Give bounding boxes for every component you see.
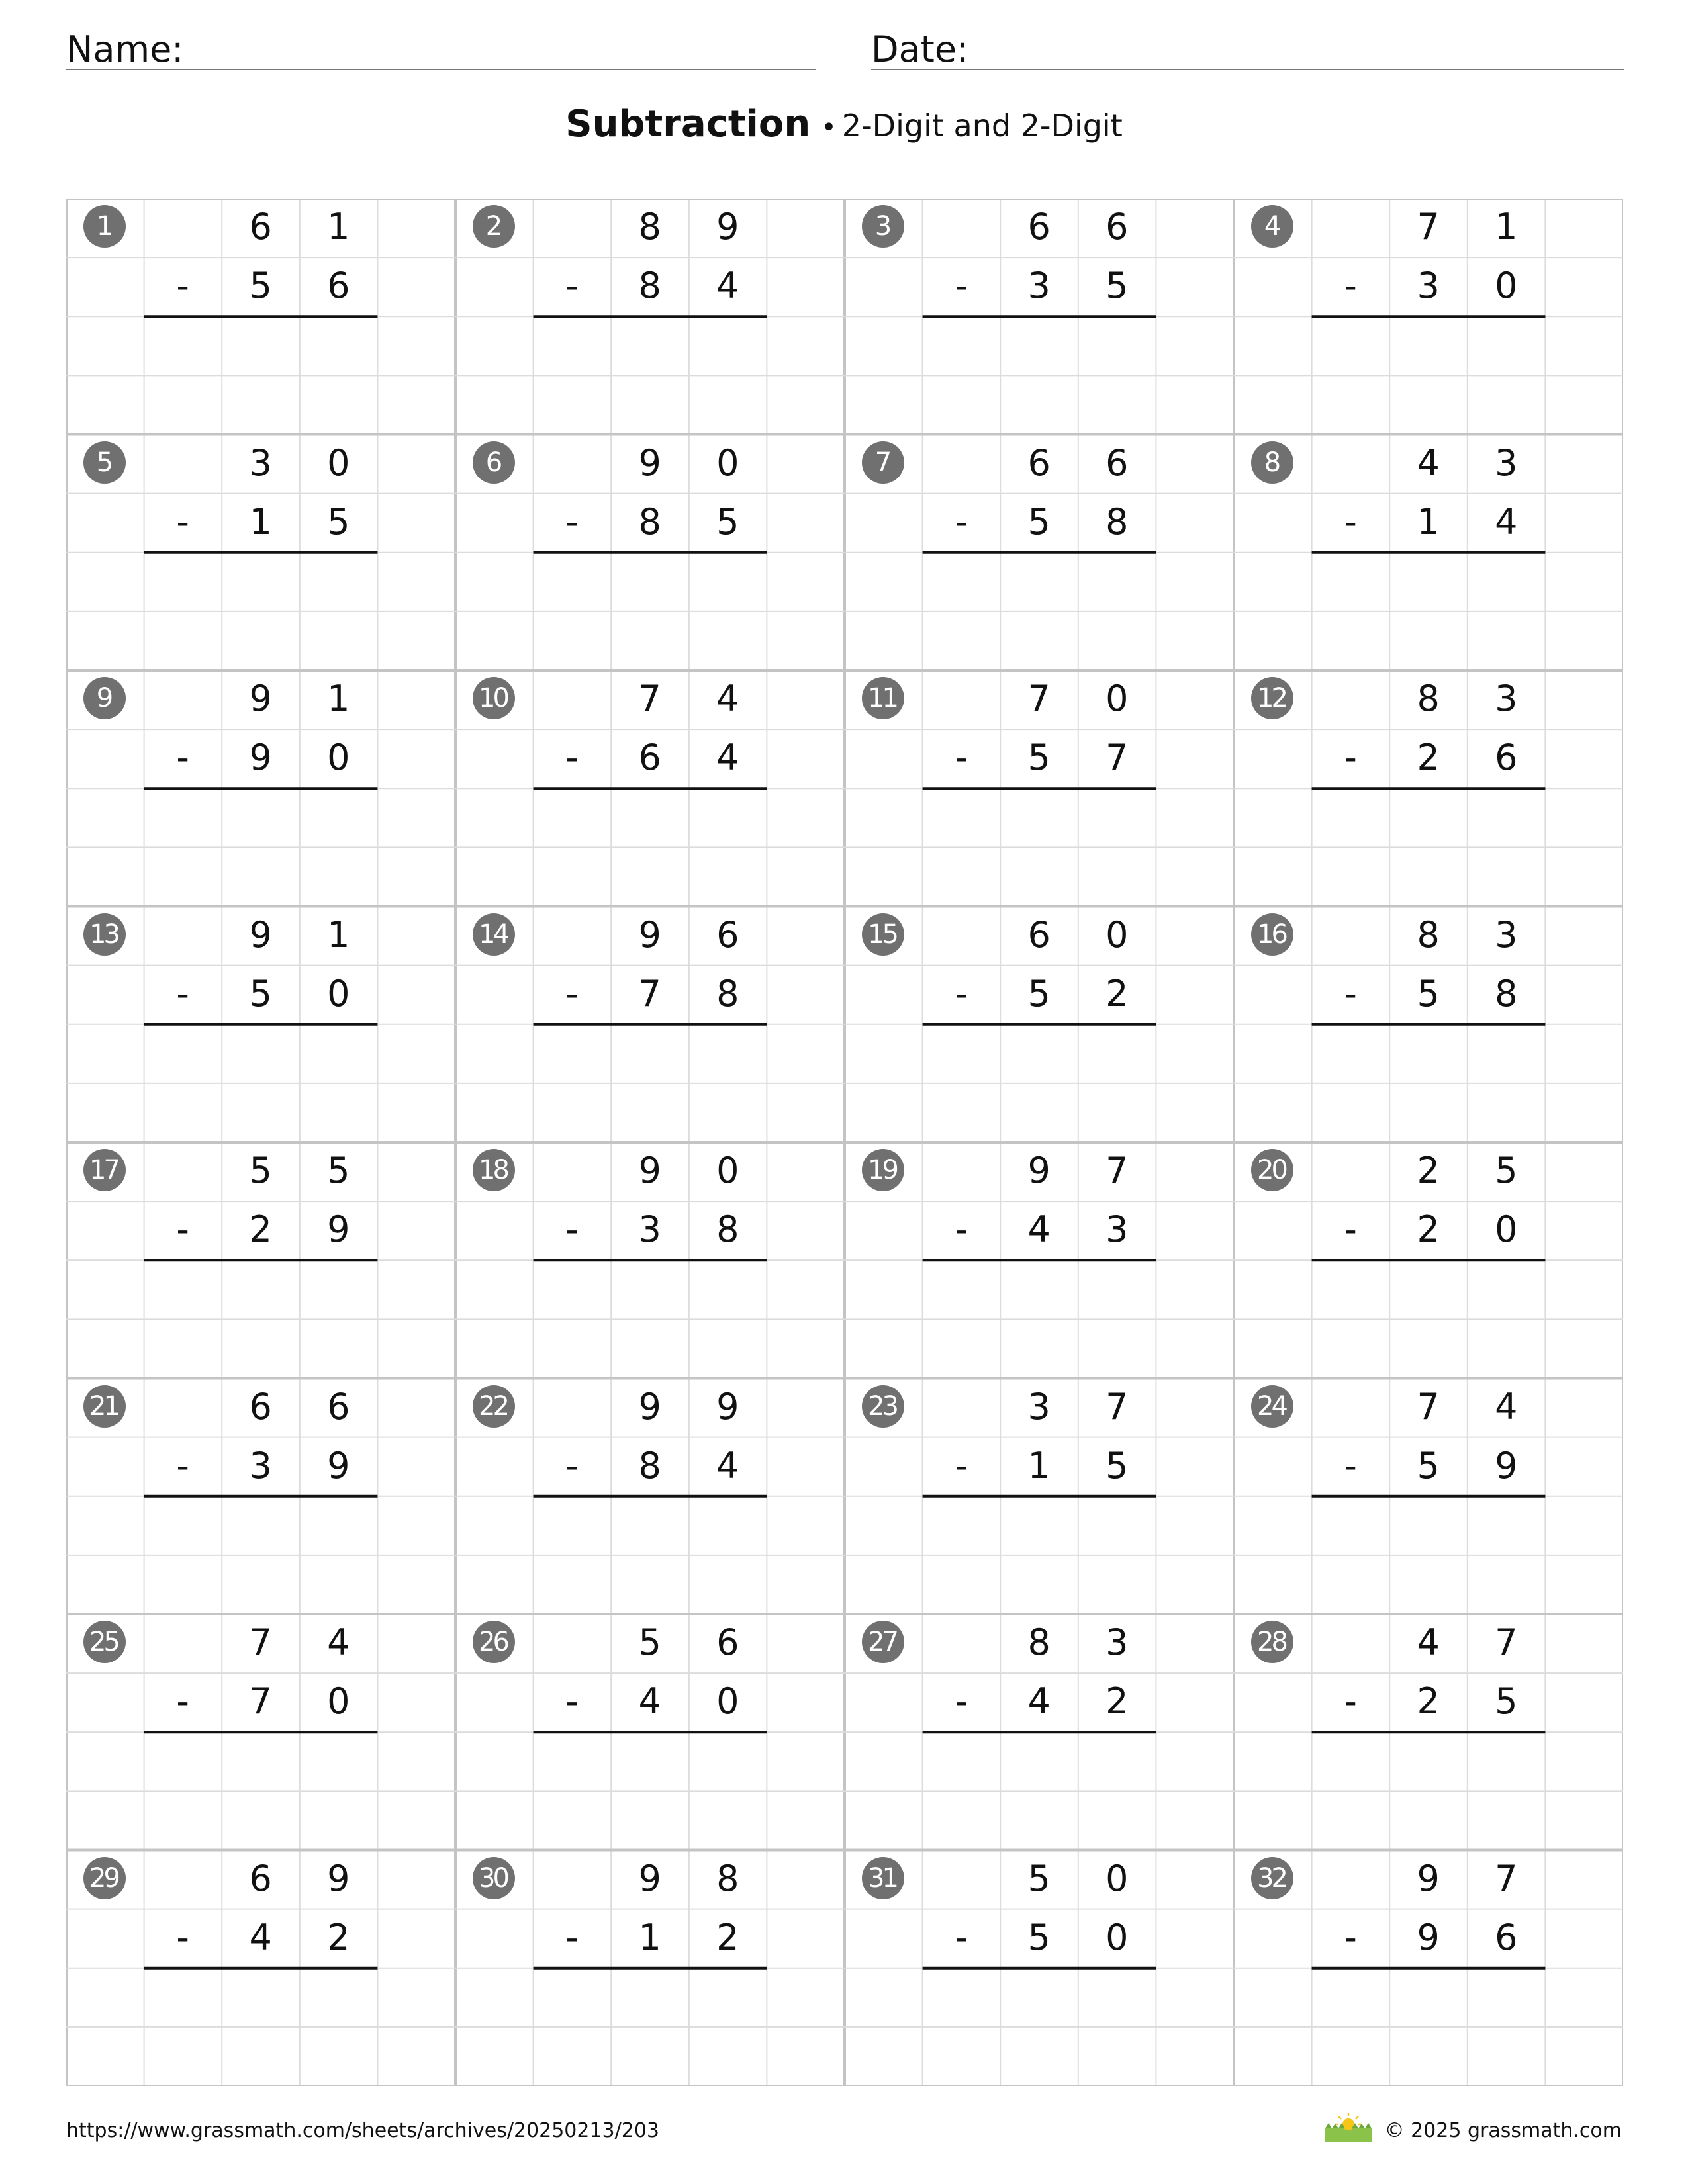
bottom-ones-digit: 4 [716, 1444, 739, 1486]
problem-number-badge: 11 [862, 677, 904, 719]
top-ones-digit: 5 [1495, 1150, 1518, 1191]
bottom-tens-digit: 6 [638, 737, 661, 779]
top-ones-digit: 3 [1495, 678, 1518, 719]
minus-sign: - [955, 1916, 968, 1958]
top-tens-digit: 2 [1417, 1150, 1440, 1191]
bottom-ones-digit: 6 [1495, 737, 1518, 779]
problem-number-badge: 7 [862, 441, 904, 484]
bottom-ones-digit: 5 [716, 500, 739, 543]
bottom-tens-digit: 5 [1027, 1916, 1051, 1958]
minus-sign: - [176, 1444, 189, 1486]
bottom-tens-digit: 4 [1027, 1208, 1051, 1251]
top-tens-digit: 4 [1417, 441, 1440, 484]
problem-number-badge: 12 [1251, 677, 1293, 719]
bottom-tens-digit: 5 [1417, 972, 1440, 1015]
bottom-ones-digit: 0 [327, 972, 350, 1015]
grid-lines [66, 199, 1623, 2086]
problem-number-badge: 20 [1251, 1149, 1293, 1191]
bottom-tens-digit: 4 [1027, 1680, 1051, 1723]
top-ones-digit: 1 [327, 678, 350, 719]
minus-sign: - [1344, 1680, 1357, 1723]
top-ones-digit: 7 [1105, 1150, 1129, 1191]
minus-sign: - [955, 1444, 968, 1486]
problem-number-badge: 23 [862, 1385, 904, 1428]
top-ones-digit: 0 [716, 441, 739, 484]
problem-grid [66, 199, 1623, 2086]
bottom-ones-digit: 0 [716, 1680, 739, 1723]
problem-number-badge: 24 [1251, 1385, 1293, 1428]
top-tens-digit: 9 [1417, 1857, 1440, 1899]
bottom-ones-digit: 8 [716, 972, 739, 1015]
top-tens-digit: 7 [1417, 206, 1440, 248]
top-ones-digit: 0 [1105, 678, 1129, 719]
minus-sign: - [176, 500, 189, 543]
minus-sign: - [565, 500, 579, 543]
bottom-ones-digit: 7 [1105, 737, 1129, 779]
problem-number-badge: 15 [862, 913, 904, 956]
bottom-ones-digit: 5 [1105, 265, 1129, 307]
top-tens-digit: 9 [638, 1385, 661, 1428]
bottom-ones-digit: 8 [1495, 972, 1518, 1015]
top-tens-digit: 6 [1027, 206, 1051, 248]
top-tens-digit: 5 [1027, 1857, 1051, 1899]
bottom-tens-digit: 7 [249, 1680, 272, 1723]
problem-number-badge: 16 [1251, 913, 1293, 956]
problem-number-badge: 2 [473, 205, 515, 248]
bottom-tens-digit: 5 [1417, 1444, 1440, 1486]
minus-sign: - [565, 1444, 579, 1486]
minus-sign: - [955, 500, 968, 543]
top-tens-digit: 7 [638, 678, 661, 719]
bottom-tens-digit: 2 [1417, 1680, 1440, 1723]
bottom-tens-digit: 1 [1417, 500, 1440, 543]
top-tens-digit: 8 [1027, 1621, 1051, 1663]
minus-sign: - [955, 1208, 968, 1251]
top-tens-digit: 7 [1417, 1385, 1440, 1428]
top-ones-digit: 3 [1495, 441, 1518, 484]
bottom-ones-digit: 5 [327, 500, 350, 543]
bottom-tens-digit: 5 [249, 972, 272, 1015]
minus-sign: - [1344, 265, 1357, 307]
minus-sign: - [565, 737, 579, 779]
title-separator: • [821, 113, 837, 143]
top-ones-digit: 9 [327, 1857, 350, 1899]
name-label: Name: [66, 28, 184, 70]
minus-sign: - [565, 972, 579, 1015]
minus-sign: - [1344, 972, 1357, 1015]
date-field[interactable] [871, 25, 1624, 70]
top-tens-digit: 4 [1417, 1621, 1440, 1663]
bottom-tens-digit: 7 [638, 972, 661, 1015]
bottom-tens-digit: 3 [1417, 265, 1440, 307]
title-main: Subtraction [565, 103, 811, 146]
bottom-ones-digit: 9 [327, 1208, 350, 1251]
problem-number-badge: 1 [83, 205, 126, 248]
bottom-ones-digit: 4 [1495, 500, 1518, 543]
bottom-ones-digit: 0 [1495, 1208, 1518, 1251]
bottom-ones-digit: 9 [327, 1444, 350, 1486]
minus-sign: - [565, 1680, 579, 1723]
bottom-ones-digit: 0 [1495, 265, 1518, 307]
top-tens-digit: 6 [1027, 913, 1051, 956]
top-ones-digit: 6 [1105, 441, 1129, 484]
bottom-tens-digit: 8 [638, 1444, 661, 1486]
top-ones-digit: 6 [716, 1621, 739, 1663]
bottom-ones-digit: 8 [1105, 500, 1129, 543]
bottom-ones-digit: 0 [327, 737, 350, 779]
top-ones-digit: 1 [327, 913, 350, 956]
minus-sign: - [1344, 1208, 1357, 1251]
minus-sign: - [176, 737, 189, 779]
problem-number-badge: 31 [862, 1857, 904, 1899]
bottom-tens-digit: 1 [249, 500, 272, 543]
minus-sign: - [176, 1916, 189, 1958]
bottom-ones-digit: 9 [1495, 1444, 1518, 1486]
bottom-tens-digit: 5 [249, 265, 272, 307]
minus-sign: - [565, 1916, 579, 1958]
problem-number-badge: 6 [473, 441, 515, 484]
problem-number-badge: 18 [473, 1149, 515, 1191]
top-tens-digit: 9 [638, 441, 661, 484]
problem-number-badge: 28 [1251, 1621, 1293, 1663]
bottom-tens-digit: 4 [638, 1680, 661, 1723]
top-ones-digit: 8 [716, 1857, 739, 1899]
problem-number-badge: 3 [862, 205, 904, 248]
bottom-ones-digit: 5 [1105, 1444, 1129, 1486]
problem-number-badge: 30 [473, 1857, 515, 1899]
top-ones-digit: 5 [327, 1150, 350, 1191]
top-ones-digit: 9 [716, 206, 739, 248]
bottom-tens-digit: 2 [1417, 737, 1440, 779]
bottom-ones-digit: 0 [327, 1680, 350, 1723]
top-ones-digit: 4 [327, 1621, 350, 1663]
top-ones-digit: 3 [1105, 1621, 1129, 1663]
top-tens-digit: 6 [249, 1857, 272, 1899]
bottom-tens-digit: 2 [1417, 1208, 1440, 1251]
problem-number-badge: 32 [1251, 1857, 1293, 1899]
top-tens-digit: 9 [638, 913, 661, 956]
bottom-tens-digit: 3 [249, 1444, 272, 1486]
top-ones-digit: 7 [1495, 1857, 1518, 1899]
bottom-ones-digit: 0 [1105, 1916, 1129, 1958]
bottom-tens-digit: 3 [1027, 265, 1051, 307]
top-ones-digit: 0 [716, 1150, 739, 1191]
top-ones-digit: 0 [1105, 1857, 1129, 1899]
bottom-ones-digit: 3 [1105, 1208, 1129, 1251]
bottom-tens-digit: 1 [1027, 1444, 1051, 1486]
minus-sign: - [176, 1680, 189, 1723]
bottom-ones-digit: 2 [327, 1916, 350, 1958]
bottom-tens-digit: 1 [638, 1916, 661, 1958]
problem-number-badge: 4 [1251, 205, 1293, 248]
top-ones-digit: 6 [327, 1385, 350, 1428]
top-tens-digit: 8 [638, 206, 661, 248]
top-tens-digit: 9 [1027, 1150, 1051, 1191]
minus-sign: - [955, 737, 968, 779]
name-field[interactable] [66, 25, 816, 70]
bottom-ones-digit: 2 [1105, 972, 1129, 1015]
bottom-tens-digit: 9 [1417, 1916, 1440, 1958]
bottom-tens-digit: 5 [1027, 972, 1051, 1015]
bottom-tens-digit: 3 [638, 1208, 661, 1251]
bottom-ones-digit: 6 [1495, 1916, 1518, 1958]
title-subtitle: 2-Digit and 2-Digit [841, 108, 1123, 144]
minus-sign: - [955, 265, 968, 307]
top-tens-digit: 8 [1417, 678, 1440, 719]
bottom-tens-digit: 5 [1027, 500, 1051, 543]
minus-sign: - [1344, 1444, 1357, 1486]
problem-number-badge: 13 [83, 913, 126, 956]
bottom-ones-digit: 2 [1105, 1680, 1129, 1723]
top-ones-digit: 6 [716, 913, 739, 956]
top-ones-digit: 4 [716, 678, 739, 719]
bottom-tens-digit: 2 [249, 1208, 272, 1251]
problem-number-badge: 22 [473, 1385, 515, 1428]
top-ones-digit: 7 [1495, 1621, 1518, 1663]
minus-sign: - [1344, 500, 1357, 543]
top-tens-digit: 6 [249, 206, 272, 248]
top-tens-digit: 9 [638, 1150, 661, 1191]
top-tens-digit: 7 [1027, 678, 1051, 719]
top-ones-digit: 1 [327, 206, 350, 248]
top-tens-digit: 8 [1417, 913, 1440, 956]
grass-sun-logo-icon [1325, 2111, 1372, 2142]
bottom-ones-digit: 5 [1495, 1680, 1518, 1723]
problem-number-badge: 10 [473, 677, 515, 719]
top-tens-digit: 9 [249, 913, 272, 956]
footer-url: https://www.grassmath.com/sheets/archives/20250213/203 [66, 2119, 660, 2142]
top-tens-digit: 7 [249, 1621, 272, 1663]
problem-number-badge: 26 [473, 1621, 515, 1663]
bottom-tens-digit: 4 [249, 1916, 272, 1958]
bottom-tens-digit: 8 [638, 265, 661, 307]
minus-sign: - [176, 265, 189, 307]
top-tens-digit: 6 [249, 1385, 272, 1428]
minus-sign: - [1344, 737, 1357, 779]
footer-copyright: © 2025 grassmath.com [1384, 2119, 1622, 2142]
worksheet-title [0, 103, 1688, 146]
top-tens-digit: 9 [638, 1857, 661, 1899]
problem-number-badge: 25 [83, 1621, 126, 1663]
minus-sign: - [176, 1208, 189, 1251]
problem-number-badge: 8 [1251, 441, 1293, 484]
bottom-tens-digit: 9 [249, 737, 272, 779]
bottom-tens-digit: 8 [638, 500, 661, 543]
top-tens-digit: 5 [249, 1150, 272, 1191]
problem-number-badge: 5 [83, 441, 126, 484]
problem-number-badge: 19 [862, 1149, 904, 1191]
minus-sign: - [565, 265, 579, 307]
problem-number-badge: 17 [83, 1149, 126, 1191]
top-ones-digit: 4 [1495, 1385, 1518, 1428]
top-ones-digit: 1 [1495, 206, 1518, 248]
bottom-ones-digit: 2 [716, 1916, 739, 1958]
problem-number-badge: 14 [473, 913, 515, 956]
top-ones-digit: 6 [1105, 206, 1129, 248]
top-tens-digit: 5 [638, 1621, 661, 1663]
top-tens-digit: 3 [249, 441, 272, 484]
bottom-ones-digit: 4 [716, 265, 739, 307]
top-tens-digit: 9 [249, 678, 272, 719]
minus-sign: - [176, 972, 189, 1015]
top-ones-digit: 0 [1105, 913, 1129, 956]
bottom-tens-digit: 5 [1027, 737, 1051, 779]
bottom-ones-digit: 6 [327, 265, 350, 307]
problem-number-badge: 27 [862, 1621, 904, 1663]
minus-sign: - [565, 1208, 579, 1251]
problem-number-badge: 29 [83, 1857, 126, 1899]
bottom-ones-digit: 4 [716, 737, 739, 779]
date-label: Date: [871, 28, 969, 70]
bottom-ones-digit: 8 [716, 1208, 739, 1251]
top-ones-digit: 0 [327, 441, 350, 484]
top-ones-digit: 7 [1105, 1385, 1129, 1428]
minus-sign: - [955, 1680, 968, 1723]
minus-sign: - [955, 972, 968, 1015]
top-tens-digit: 3 [1027, 1385, 1051, 1428]
top-ones-digit: 3 [1495, 913, 1518, 956]
top-ones-digit: 9 [716, 1385, 739, 1428]
top-tens-digit: 6 [1027, 441, 1051, 484]
problem-number-badge: 9 [83, 677, 126, 719]
minus-sign: - [1344, 1916, 1357, 1958]
problem-number-badge: 21 [83, 1385, 126, 1428]
